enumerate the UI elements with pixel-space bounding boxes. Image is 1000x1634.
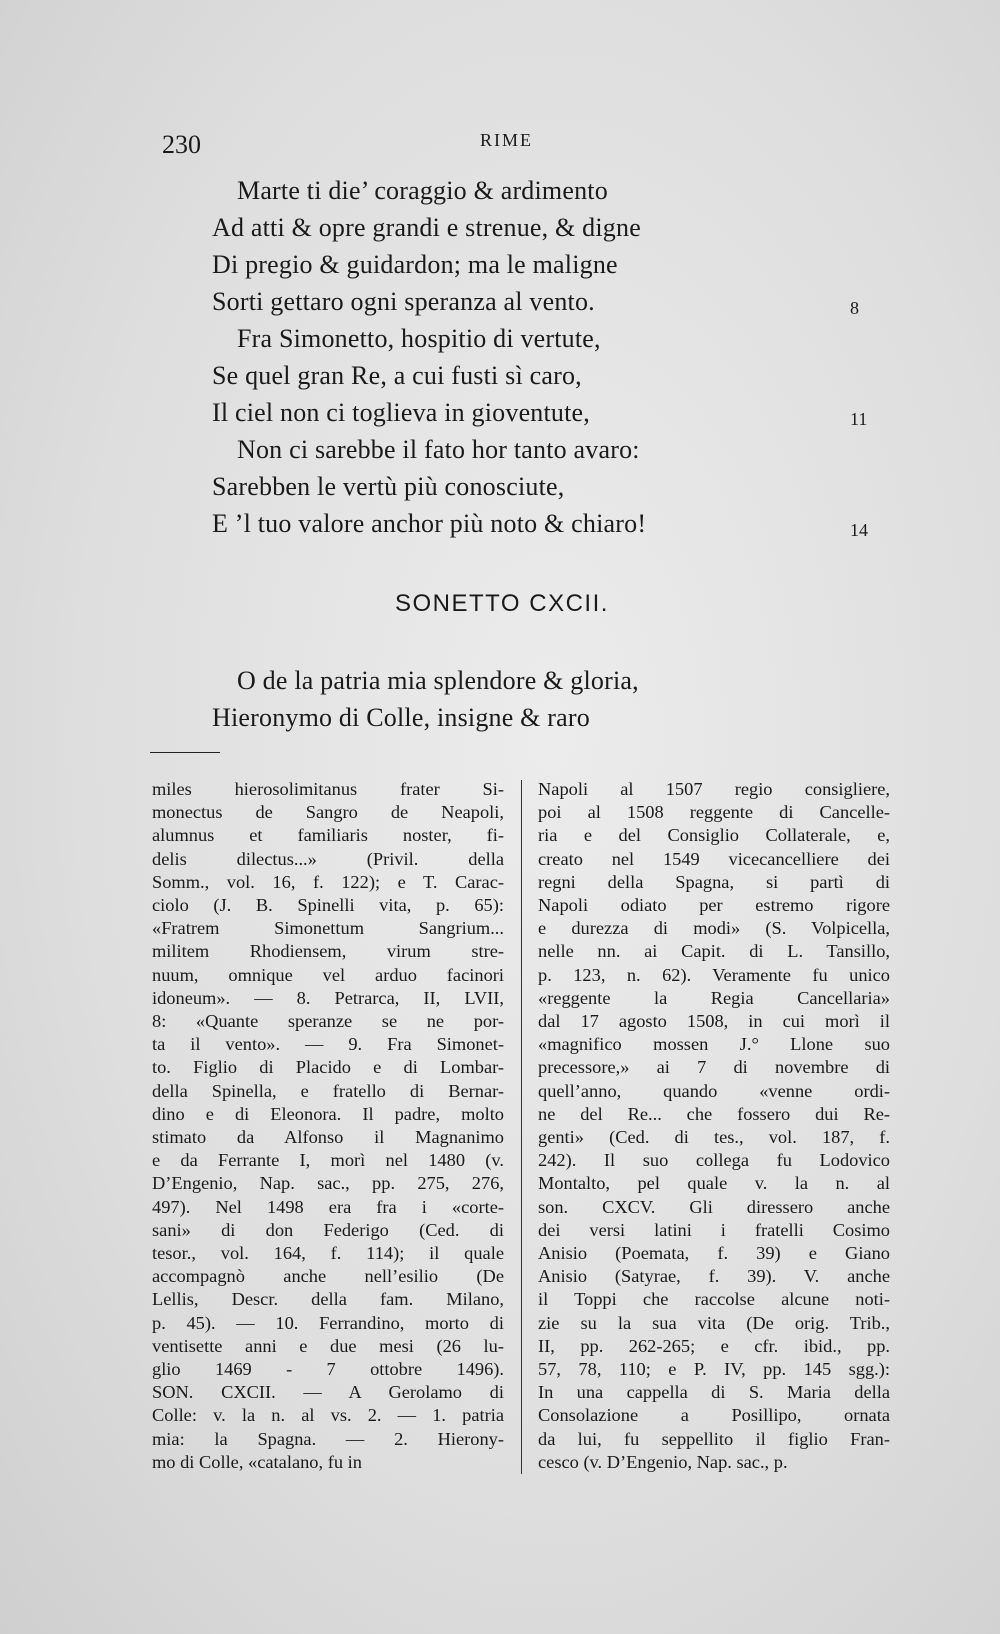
poem-line: Hieronymo di Colle, insigne & raro	[212, 703, 590, 732]
footnote-line: e durezza di modi» (S. Volpicella,	[538, 918, 890, 939]
page-header	[162, 130, 742, 160]
footnote-line: ne del Re... che fossero dui Re-	[538, 1103, 890, 1124]
footnote-line: «reggente la Regia Cancellaria»	[538, 987, 890, 1008]
footnote-line: militem Rhodiensem, virum stre-	[152, 941, 504, 962]
footnote-line: sani» di don Federigo (Ced. di	[152, 1219, 504, 1240]
footnote-line: precessore,» ai 7 di novembre di	[538, 1057, 890, 1078]
footnote-line: «magnifico mossen J.° Llone suo	[538, 1034, 890, 1055]
footnote-line: nelle nn. ai Capit. di L. Tansillo,	[538, 941, 890, 962]
footnote-line: Anisio (Satyrae, f. 39). V. anche	[538, 1266, 890, 1287]
poem-line: Fra Simonetto, hospitio di vertute,	[237, 324, 601, 353]
footnote-line: 497). Nel 1498 era fra i «corte-	[152, 1196, 504, 1217]
poem-line: E ’l tuo valore anchor più noto & chiaro!	[212, 509, 647, 538]
footnote-line: alumnus et familiaris noster, fi-	[152, 825, 504, 846]
footnote-rule	[150, 752, 220, 753]
footnote-line: idoneum». — 8. Petrarca, II, LVII,	[152, 987, 504, 1008]
footnote-line: son. CXCV. Gli diressero anche	[538, 1196, 890, 1217]
footnote-line: e da Ferrante I, morì nel 1480 (v.	[152, 1150, 504, 1171]
line-number: 11	[850, 409, 868, 429]
footnote-line: Somm., vol. 16, f. 122); e T. Carac-	[152, 871, 504, 892]
footnote-line: creato nel 1549 vicecancelliere dei	[538, 848, 890, 869]
footnote-line: da lui, fu seppellito il figlio Fran-	[538, 1428, 890, 1449]
footnote-line: Napoli al 1507 regio consigliere,	[538, 779, 890, 799]
footnote-line: cesco (v. D’Engenio, Nap. sac., p.	[538, 1451, 788, 1472]
footnote-line: 242). Il suo collega fu Lodovico	[538, 1150, 890, 1171]
footnote-line: 57, 78, 110; e P. IV, pp. 145 sgg.):	[538, 1359, 890, 1380]
column-divider	[521, 780, 522, 1474]
poem-line: Sarebben le vertù più conosciute,	[212, 472, 565, 501]
footnote-line: delis dilectus...» (Privil. della	[152, 848, 504, 869]
poem-line: Sorti gettaro ogni speranza al vento.	[212, 287, 595, 316]
footnote-line: mia: la Spagna. — 2. Hierony-	[152, 1428, 504, 1449]
footnote-line: quell’anno, quando «venne ordi-	[538, 1080, 890, 1101]
footnote-line: to. Figlio di Placido e di Lombar-	[152, 1057, 504, 1078]
footnote-line: stimato da Alfonso il Magnanimo	[152, 1127, 504, 1148]
line-number: 8	[850, 298, 859, 318]
footnote-line: ria e del Consiglio Collaterale, e,	[538, 825, 890, 846]
footnote-line: glio 1469 - 7 ottobre 1496).	[152, 1359, 504, 1380]
footnote-line: mo di Colle, «catalano, fu in	[152, 1451, 362, 1472]
footnote-line: nuum, omnique vel arduo facinori	[152, 964, 504, 985]
footnote-line: Anisio (Poemata, f. 39) e Giano	[538, 1243, 890, 1264]
footnote-line: il Toppi che raccolse alcune noti-	[538, 1289, 890, 1310]
footnote-column-left	[152, 778, 504, 1474]
footnote-line: Colle: v. la n. al vs. 2. — 1. patria	[152, 1405, 504, 1426]
footnote-line: dei versi latini i fratelli Cosimo	[538, 1219, 890, 1240]
poem-line: Marte ti die’ coraggio & ardimento	[237, 176, 608, 205]
footnote-line: zie su la sua vita (De orig. Trib.,	[538, 1312, 890, 1333]
footnote-line: genti» (Ced. di tes., vol. 187, f.	[538, 1127, 890, 1148]
footnote-line: p. 123, n. 62). Veramente fu unico	[538, 964, 890, 985]
footnote-line: Montalto, pel quale v. la n. al	[538, 1173, 890, 1194]
footnote-line: poi al 1508 reggente di Cancelle-	[538, 802, 890, 823]
footnote-line: «Fratrem Simonettum Sangrium...	[152, 918, 504, 939]
page-number: 230	[162, 130, 201, 159]
footnote-line: della Spinella, e fratello di Bernar-	[152, 1080, 504, 1101]
poem-line: Non ci sarebbe il fato hor tanto avaro:	[237, 435, 640, 464]
footnote-line: ciolo (J. B. Spinelli vita, p. 65):	[152, 895, 504, 916]
footnote-line: regni della Spagna, si partì di	[538, 871, 890, 892]
footnote-line: In una cappella di S. Maria della	[538, 1382, 890, 1403]
poem-line: Ad atti & opre grandi e strenue, & digne	[212, 213, 641, 242]
running-title: RIME	[480, 130, 533, 150]
poem-line: Se quel gran Re, a cui fusti sì caro,	[212, 361, 582, 390]
footnotes	[152, 778, 890, 1474]
footnote-line: dino e di Eleonora. Il padre, molto	[152, 1103, 504, 1124]
poem-line: Il ciel non ci toglieva in gioventute,	[212, 398, 590, 427]
footnote-line: miles hierosolimitanus frater Si-	[152, 779, 504, 799]
footnote-line: Consolazione a Posillipo, ornata	[538, 1405, 890, 1426]
footnote-line: 8: «Quante speranze se ne por-	[152, 1011, 504, 1032]
line-number: 14	[850, 520, 868, 540]
footnote-column-right	[538, 778, 890, 1474]
footnote-line: accompagnò anche nell’esilio (De	[152, 1266, 504, 1287]
footnote-line: ventisette anni e due mesi (26 lu-	[152, 1335, 504, 1356]
footnote-line: Lellis, Descr. della fam. Milano,	[152, 1289, 504, 1310]
footnote-line: ta il vento». — 9. Fra Simonet-	[152, 1034, 504, 1055]
footnote-line: tesor., vol. 164, f. 114); il quale	[152, 1243, 504, 1264]
poem-line: O de la patria mia splendore & gloria,	[237, 666, 639, 695]
footnote-line: SON. CXCII. — A Gerolamo di	[152, 1382, 504, 1403]
footnote-line: Napoli odiato per estremo rigore	[538, 895, 890, 916]
footnote-line: p. 45). — 10. Ferrandino, morto di	[152, 1312, 504, 1333]
sonnet-heading: SONETTO CXCII.	[395, 590, 609, 617]
footnote-line: monectus de Sangro de Neapoli,	[152, 802, 504, 823]
footnote-line: D’Engenio, Nap. sac., pp. 275, 276,	[152, 1173, 504, 1194]
footnote-line: II, pp. 262-265; e cfr. ibid., pp.	[538, 1335, 890, 1356]
footnote-line: dal 17 agosto 1508, in cui morì il	[538, 1011, 890, 1032]
poem-line: Di pregio & guidardon; ma le maligne	[212, 250, 618, 279]
